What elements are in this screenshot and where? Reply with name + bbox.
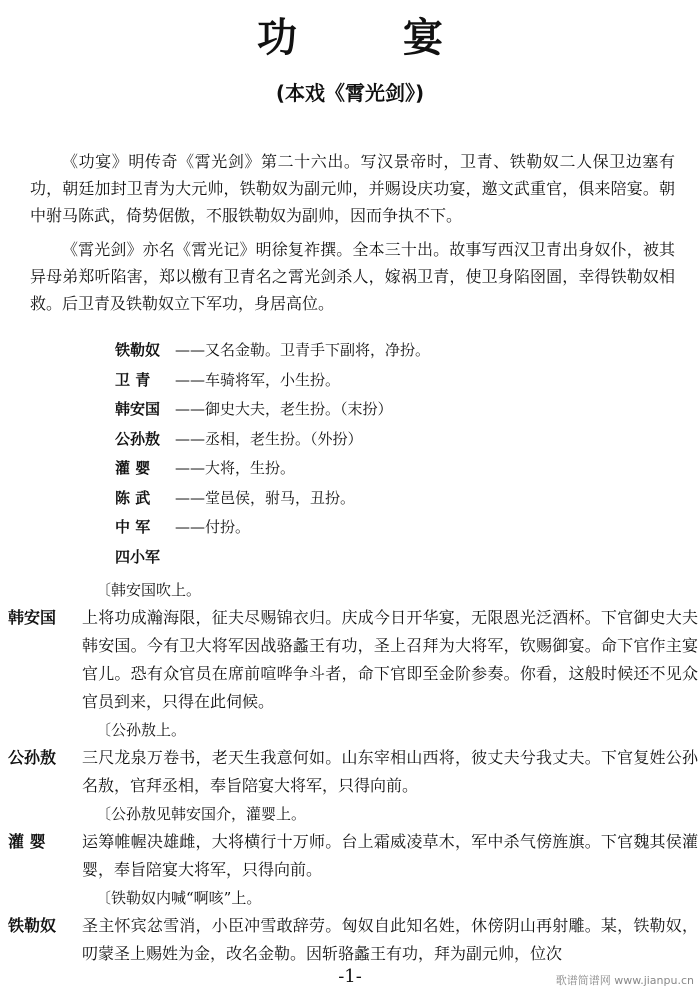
cast-item (115, 395, 635, 425)
cast-list (115, 336, 635, 572)
cast-item (115, 336, 635, 366)
stage-direction: 〔公孙敖见韩安国介，灌婴上。 (96, 805, 307, 823)
intro-paragraph-1 (30, 148, 675, 229)
speech-block (8, 912, 698, 968)
cast-item (115, 484, 635, 514)
cast-name: 铁勒奴 (115, 341, 161, 359)
cast-name: 灌 婴 (115, 459, 151, 477)
cast-description: 付扮。 (205, 518, 251, 536)
speech-text: 运筹帷幄决雄雌，大将横行十万师。台上霜威凌草木，军中杀气傍旌旗。下官魏其侯灌婴，奉旨陪宴大将军，只得向前。 (82, 832, 698, 879)
cast-dash: —— (175, 370, 205, 389)
cast-description: 御史大夫，老生扮。（末扮） (205, 400, 393, 418)
cast-name: 卫 青 (115, 370, 151, 389)
cast-name: 公孙敖 (115, 429, 161, 448)
speaker-name: 铁勒奴 (8, 916, 57, 935)
page-title: 功 宴 (257, 15, 489, 61)
cast-item (115, 513, 635, 543)
speaker-name: 韩安国 (8, 608, 57, 627)
cast-name: 四小军 (115, 547, 161, 566)
script-body (8, 576, 698, 968)
speech-text: 圣主怀宾忿雪消，小臣冲雪敢辞劳。匈奴自此知名姓，休傍阴山再射雕。某，铁勒奴，叨蒙圣上赐姓为金，改名金勒。因斩骆蠡王有功，拜为副元帅，位次 (82, 916, 698, 963)
speech-block (8, 828, 698, 884)
stage-direction: 〔铁勒奴内喊“啊咳”上。 (96, 889, 262, 907)
cast-item (115, 543, 635, 573)
cast-name: 中 军 (115, 518, 151, 536)
speech-text: 三尺龙泉万卷书，老天生我意何如。山东宰相山西将，彼丈夫兮我丈夫。下官复姓公孙名敖，官拜丞相，奉旨陪宴大将军，只得向前。 (82, 748, 698, 795)
cast-dash: —— (175, 429, 205, 448)
cast-dash: —— (175, 518, 205, 536)
cast-item (115, 366, 635, 396)
intro-paragraph-2 (30, 236, 675, 317)
stage-direction: 〔公孙敖上。 (96, 721, 187, 739)
speech-block (8, 604, 698, 716)
cast-dash: —— (175, 400, 205, 418)
cast-item (115, 454, 635, 484)
intro-text-1: 《功宴》明传奇《霄光剑》第二十六出。写汉景帝时，卫青、铁勒奴二人保卫边塞有功，朝廷加封卫青为大元帅，铁勒奴为副元帅，并赐设庆功宴，邀文武重官，俱来陪宴。朝中驸马陈武，倚势倨傲，不服铁勒奴为副帅，因而争执不下。 (30, 152, 675, 225)
cast-item (115, 425, 635, 455)
cast-dash: —— (175, 459, 205, 477)
cast-description: 大将，生扮。 (205, 459, 296, 477)
watermark-text: 歌谱简谱网 www.jianpu.cn (555, 974, 694, 987)
cast-description: 丞相，老生扮。（外扮） (205, 429, 363, 448)
intro-text-2: 《霄光剑》亦名《霄光记》明徐复祚撰。全本三十出。故事写西汉卫青出身奴仆，被其异母弟郑听陷害，郑以檄有卫青名之霄光剑杀人，嫁祸卫青，使卫身陷囹圄，幸得铁勒奴相救。后卫青及铁勒奴立下军功，身居高位。 (30, 240, 675, 313)
cast-description: 车骑将军，小生扮。 (205, 370, 341, 389)
page-number: -1- (338, 966, 362, 987)
page-subtitle: (本戏《霄光剑》) (275, 81, 425, 105)
cast-description: 堂邑侯，驸马，丑扮。 (205, 488, 356, 507)
cast-dash: —— (175, 341, 205, 359)
stage-direction: 〔韩安国吹上。 (96, 581, 202, 599)
cast-name: 陈 武 (115, 488, 151, 507)
speech-text: 上将功成瀚海限，征夫尽赐锦衣归。庆成今日开华宴，无限恩光泛酒杯。下官御史大夫韩安国。今有卫大将军因战骆蠡王有功，圣上召拜为大将军，钦赐御宴。命下官作主宴官儿。恐有众官员在席前喧哗争斗者，命下官即至金阶参奏。你看，这般时候还不见众官员到来，只得在此伺候。 (82, 608, 698, 711)
speech-block (8, 744, 698, 800)
cast-name: 韩安国 (115, 400, 161, 418)
cast-description: 又名金勒。卫青手下副将，净扮。 (205, 341, 431, 359)
cast-dash: —— (175, 488, 205, 507)
speaker-name: 灌 婴 (8, 832, 46, 851)
speaker-name: 公孙敖 (8, 748, 57, 767)
